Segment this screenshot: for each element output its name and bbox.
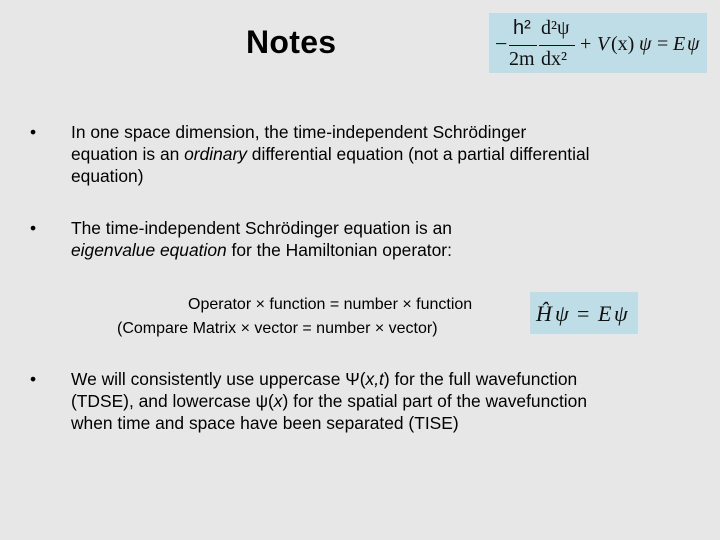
eq-E: E: [598, 301, 612, 326]
bullet-marker: •: [30, 218, 37, 238]
eq-V: V: [597, 33, 610, 55]
bullet-marker: •: [30, 369, 37, 389]
eq-psi: ψ: [639, 33, 652, 55]
bullet-3-line-2: (TDSE), and lowercase ψ(x) for the spatial part of the wavefunction: [71, 391, 588, 411]
bullet-3-line-1: We will consistently use uppercase Ψ(x,t) for the full wavefunction: [71, 369, 578, 389]
bullet-1-line-2: equation is an ordinary differential equation (not a partial differential: [71, 144, 590, 164]
eq-psi-right: ψ: [687, 33, 700, 55]
eq-fraction-bar-1: [509, 45, 537, 46]
eq-2m: 2m: [509, 48, 535, 70]
eq-minus: −: [495, 31, 508, 56]
eq-h2: h²: [513, 17, 531, 39]
bullet-3-line-3: when time and space have been separated (TISE): [71, 413, 459, 433]
eq-plus: +: [580, 33, 592, 55]
bullet-1-line-3: equation): [71, 166, 144, 186]
slide-title: Notes: [246, 24, 337, 60]
eq-dx2: dx²: [541, 48, 567, 70]
eq-fraction-bar-2: [539, 45, 575, 46]
eq-psi-right: ψ: [614, 301, 628, 326]
eq-H-hat: Ĥ: [536, 301, 552, 326]
eq-d2psi: d²ψ: [541, 17, 570, 39]
bullet-1-line-1: In one space dimension, the time-independent Schrödinger: [71, 122, 527, 142]
schrodinger-equation-box: [489, 13, 707, 73]
eq-equals: =: [577, 301, 590, 326]
operator-line-1: Operator × function = number × function: [188, 296, 473, 313]
eq-equals: =: [657, 33, 669, 55]
hamiltonian-equation-box: [530, 292, 638, 334]
eq-psi: ψ: [555, 301, 569, 326]
bullet-2-line-2: eigenvalue equation for the Hamiltonian operator:: [71, 240, 452, 260]
bullet-2-line-1: The time-independent Schrödinger equation is an: [71, 218, 452, 238]
operator-line-2: (Compare Matrix × vector = number × vector): [117, 320, 438, 337]
eq-E: E: [673, 33, 686, 55]
bullet-marker: •: [30, 122, 37, 142]
eq-x-arg: (x): [611, 33, 635, 55]
